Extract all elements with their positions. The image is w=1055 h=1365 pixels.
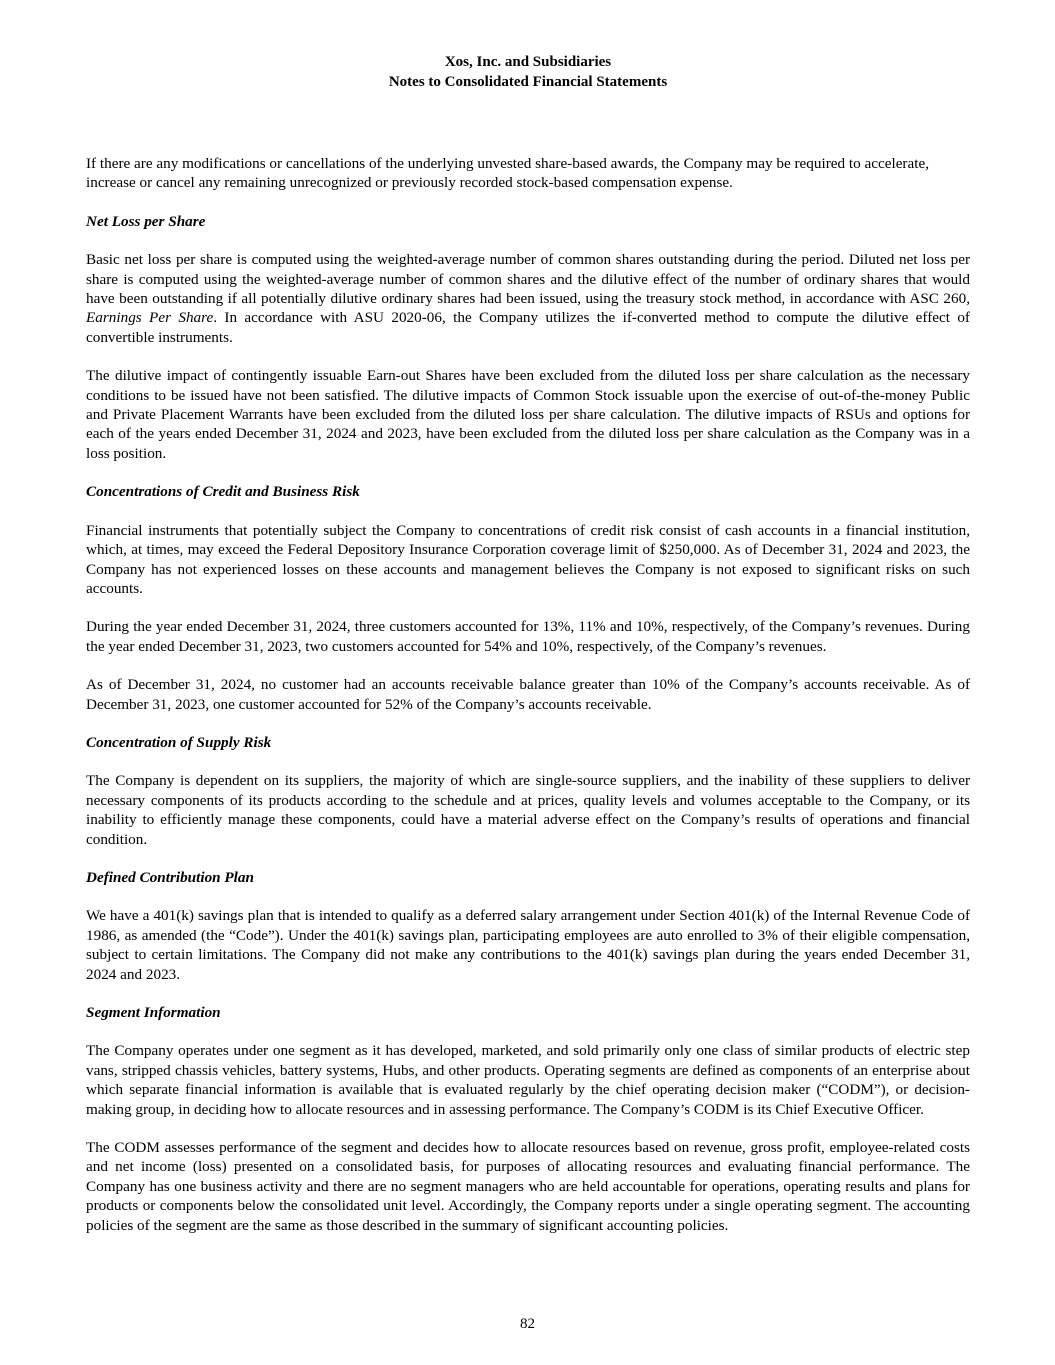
earnings-per-share-citation: Earnings Per Share [86, 309, 214, 327]
contribution-plan-paragraph: We have a 401(k) savings plan that is intended to qualify as a deferred salary arrangement under Section 401(k) of the Internal Revenue Code of 1986, as amended (the “Code”). Under the 401(k) savings plan, participating employees are auto enrolled to 3% of their eligible compensation, subject to certain limitations. The Company did not make any contributions to the 401(k) savings plan during the years ended December 31, 2024 and 2023. [86, 907, 970, 983]
net-loss-p1-text-a: Basic net loss per share is computed using the weighted-average number of common shares outstanding during the period. Diluted net loss per share is computed using the weighted-average number of common shares and the dilutive effect of the number of ordinary shares that would have been outstanding if all potentially dilutive ordinary shares had been issued, using the treasury stock method, in accordance with ASC 260, [86, 251, 970, 308]
supply-risk-heading: Concentration of Supply Risk [86, 733, 272, 751]
contribution-plan-heading: Defined Contribution Plan [86, 868, 254, 886]
company-name: Xos, Inc. and Subsidiaries [444, 54, 612, 70]
page-number: 82 [520, 1316, 535, 1332]
segment-heading: Segment Information [86, 1004, 221, 1021]
credit-risk-paragraph-2: During the year ended December 31, 2024, three customers accounted for 13%, 11% and 10%, respectively, of the Company’s revenues. During the year ended December 31, 2023, two customers accounted for 54% and 10%, respectively, of the Company’s revenues. [86, 618, 970, 655]
document-page [86, 52, 970, 1235]
segment-paragraph-1: The Company operates under one segment as it has developed, marketed, and sold primarily only one class of similar products of electric step vans, stripped chassis vehicles, battery systems, Hubs, and other products. Operating segments are defined as components of an enterprise about which separate financial information is available that is evaluated regularly by the chief operating decision maker (“CODM”), or decision-making group, in deciding how to allocate resources and in assessing performance. The Company’s CODM is its Chief Executive Officer. [86, 1042, 970, 1118]
intro-paragraph: If there are any modifications or cancellations of the underlying unvested share-based awards, the Company may be required to accelerate, increase or cancel any remaining unrecognized or previously recorded stock-based compensation expense. [86, 155, 929, 192]
net-loss-heading: Net Loss per Share [86, 212, 206, 230]
document-body [86, 154, 970, 1235]
page-header [86, 52, 970, 92]
net-loss-paragraph-2: The dilutive impact of contingently issuable Earn-out Shares have been excluded from the diluted loss per share calculation as the necessary conditions to be issued have not been satisfied. The dilutive impacts of Common Stock issuable upon the exercise of out-of-the-money Public and Private Placement Warrants have been excluded from the diluted loss per share calculation. The dilutive impacts of RSUs and options for each of the years ended December 31, 2024 and 2023, have been excluded from the diluted loss per share calculation as the Company was in a loss position. [86, 367, 970, 462]
document-title: Notes to Consolidated Financial Statements [388, 74, 668, 90]
net-loss-paragraph-1 [86, 250, 970, 347]
credit-risk-paragraph-1: Financial instruments that potentially subject the Company to concentrations of credit risk consist of cash accounts in a financial institution, which, at times, may exceed the Federal Depository Insurance Corporation coverage limit of $250,000. As of December 31, 2024 and 2023, the Company has not experienced losses on these accounts and management believes the Company is not exposed to significant risks on such accounts. [86, 521, 970, 597]
segment-paragraph-2: The CODM assesses performance of the segment and decides how to allocate resources based on revenue, gross profit, employee-related costs and net income (loss) presented on a consolidated basis, for purposes of allocating resources and evaluating financial performance. The Company has one business activity and there are no segment managers who are held accountable for operations, operating results and plans for products or components below the consolidated unit level. Accordingly, the Company reports under a single operating segment. The accounting policies of the segment are the same as those described in the summary of significant accounting policies. [86, 1139, 970, 1234]
supply-risk-paragraph: The Company is dependent on its suppliers, the majority of which are single-source suppliers, and the inability of these suppliers to deliver necessary components of its products according to the schedule and at prices, quality levels and volumes acceptable to the Company, or its inability to efficiently manage these components, could have a material adverse effect on the Company’s results of operations and financial condition. [86, 772, 970, 848]
net-loss-p1-text-b: . In accordance with ASU 2020-06, the Company utilizes the if-converted method to compute the dilutive effect of convertible instruments. [86, 309, 970, 346]
credit-risk-paragraph-3: As of December 31, 2024, no customer had an accounts receivable balance greater than 10% of the Company’s accounts receivable. As of December 31, 2023, one customer accounted for 52% of the Company’s accounts receivable. [86, 676, 970, 713]
credit-risk-heading: Concentrations of Credit and Business Risk [86, 483, 360, 501]
